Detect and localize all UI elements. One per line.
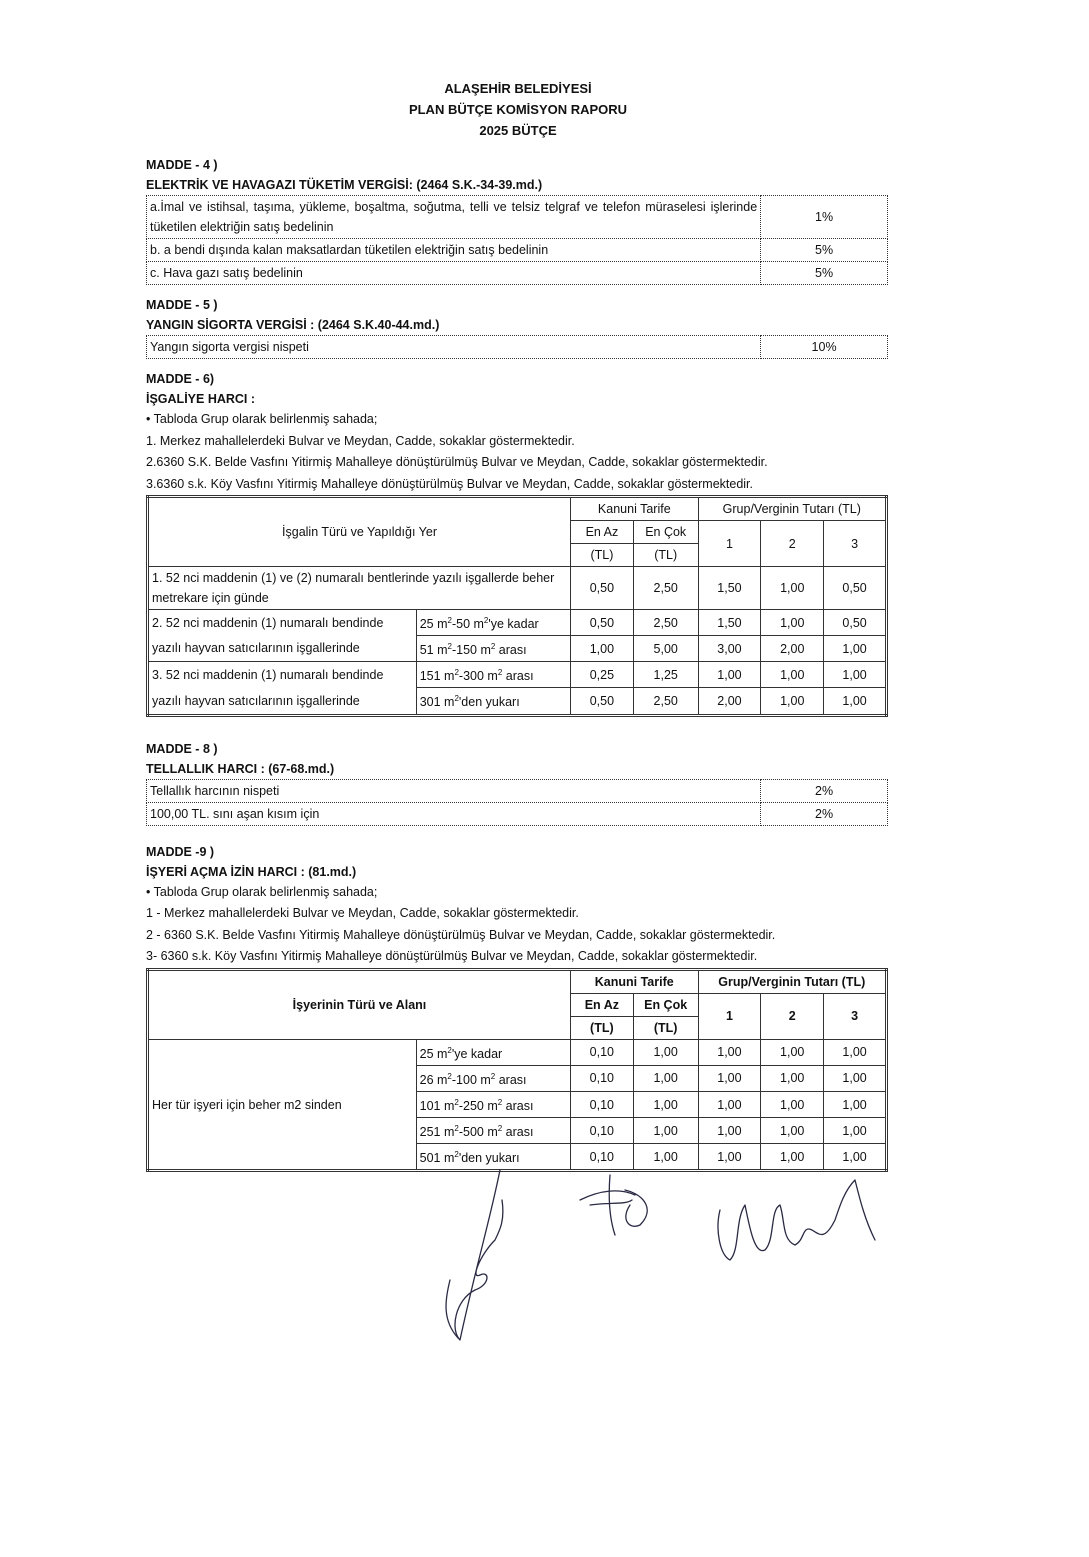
value-cell: 1,00 <box>824 662 887 688</box>
value-cell: 2,50 <box>633 610 698 636</box>
table-row <box>147 336 888 359</box>
value-cell: 2,50 <box>633 688 698 715</box>
tax-rate: 10% <box>761 336 888 359</box>
value-cell: 0,50 <box>571 610 634 636</box>
table-header-row <box>148 497 887 521</box>
value-cell: 1,00 <box>698 1144 761 1171</box>
signature-3 <box>718 1180 875 1260</box>
unit-label: (TL) <box>570 1016 633 1039</box>
madde-5-subtitle: YANGIN SİGORTA VERGİSİ : (2464 S.K.40-44.md.) <box>146 318 440 332</box>
tax-rate: 5% <box>761 262 888 285</box>
column-header-type: İşyerinin Türü ve Alanı <box>148 969 571 1039</box>
value-cell: 1,00 <box>824 636 887 662</box>
column-header-en-az: En Az <box>571 521 634 544</box>
signature-1 <box>455 1170 503 1340</box>
table-row <box>148 636 887 662</box>
report-title: PLAN BÜTÇE KOMİSYON RAPORU <box>408 102 628 117</box>
value-cell: 1,00 <box>824 1091 887 1117</box>
area-range: 151 $m^2-300$ $m^2$ arası <box>416 662 570 688</box>
value-cell: 1,00 <box>633 1065 698 1091</box>
table-row <box>147 802 888 825</box>
tax-rate: 5% <box>761 239 888 262</box>
value-cell: 1,00 <box>761 688 824 715</box>
table-row <box>147 262 888 285</box>
madde-6-subtitle: İŞGALİYE HARCI : <box>146 392 256 406</box>
value-cell: 0,25 <box>571 662 634 688</box>
municipality-name: ALAŞEHİR BELEDİYESİ <box>444 81 592 96</box>
value-cell: 0,10 <box>570 1039 633 1065</box>
madde-9-note: • Tabloda Grup olarak belirlenmiş sahada; <box>146 884 378 899</box>
row-label: yazılı hayvan satıcılarının işgallerinde <box>148 688 417 715</box>
value-cell: 1,00 <box>698 662 761 688</box>
madde-5-title: MADDE - 5 ) <box>146 298 218 312</box>
madde-4-subtitle: ELEKTRİK VE HAVAGAZI TÜKETİM VERGİSİ: (2464 S.K.-34-39.md.) <box>146 178 543 192</box>
row-label: 2. 52 nci maddenin (1) numaralı bendinde <box>148 610 417 636</box>
row-label: yazılı hayvan satıcılarının işgallerinde <box>148 636 417 662</box>
column-header-en-cok: En Çok <box>633 993 698 1016</box>
area-range: 25 $m^2-50$ $m^2'ye$ kadar <box>416 610 570 636</box>
area-range: 101 $m^2-250$ $m^2$ arası <box>416 1091 570 1117</box>
value-cell: 1,00 <box>761 662 824 688</box>
column-header-grup: Grup/Verginin Tutarı (TL) <box>698 969 886 993</box>
madde-9-title: MADDE -9 ) <box>146 844 215 859</box>
value-cell: 1,00 <box>761 567 824 610</box>
madde-6-note: 2.6360 S.K. Belde Vasfını Yitirmiş Mahalleye dönüştürülmüş Bulvar ve Meydan, Cadde, sokaklar göstermektedir. <box>146 455 768 469</box>
value-cell: 0,50 <box>824 567 887 610</box>
value-cell: 1,00 <box>698 1091 761 1117</box>
table-header-row <box>148 969 887 993</box>
value-cell: 1,00 <box>761 1039 824 1065</box>
madde-8-title: MADDE - 8 ) <box>146 741 218 756</box>
value-cell: 1,00 <box>761 1091 824 1117</box>
document-header <box>146 78 890 141</box>
value-cell: 1,00 <box>698 1118 761 1144</box>
value-cell: 1,00 <box>824 1118 887 1144</box>
tax-rate: 2% <box>761 779 888 802</box>
area-range: 51 $m^2-150$ $m^2$ arası <box>416 636 570 662</box>
column-header-group-1: 1 <box>698 521 761 567</box>
value-cell: 0,10 <box>570 1065 633 1091</box>
tax-item-text: Tellallık harcının nispeti <box>147 779 761 802</box>
value-cell: 0,10 <box>570 1144 633 1171</box>
isgaliye-table <box>146 495 888 717</box>
area-range: 501 $m^2'den$ yukarı <box>416 1144 570 1171</box>
table-row <box>148 1039 887 1065</box>
tax-item-text: Yangın sigorta vergisi nispeti <box>147 336 761 359</box>
column-header-kanuni: Kanuni Tarife <box>571 497 699 521</box>
value-cell: 2,50 <box>633 567 698 610</box>
table-row <box>148 610 887 636</box>
tax-item-text: 100,00 TL. sını aşan kısım için <box>147 802 761 825</box>
value-cell: 0,10 <box>570 1091 633 1117</box>
area-range: 26 $m^2-100$ $m^2$ arası <box>416 1065 570 1091</box>
value-cell: 1,00 <box>761 610 824 636</box>
column-header-group-2: 2 <box>761 993 824 1039</box>
column-header-kanuni: Kanuni Tarife <box>570 969 698 993</box>
area-range: 301 $m^2'den$ yukarı <box>416 688 570 715</box>
unit-label: (TL) <box>571 544 634 567</box>
value-cell: 1,00 <box>633 1144 698 1171</box>
column-header-grup: Grup/Verginin Tutarı (TL) <box>698 497 886 521</box>
value-cell: 0,50 <box>571 688 634 715</box>
column-header-group-3: 3 <box>824 521 887 567</box>
madde-6-note: 1. Merkez mahallelerdeki Bulvar ve Meydan, Cadde, sokaklar göstermektedir. <box>146 433 575 448</box>
madde-9-note: 3- 6360 s.k. Köy Vasfını Yitirmiş Mahalleye dönüştürülmüş Bulvar ve Meydan, Cadde, sokaklar göstermektedir. <box>146 949 758 964</box>
table-row <box>147 779 888 802</box>
unit-label: (TL) <box>633 1016 698 1039</box>
value-cell: 0,50 <box>571 567 634 610</box>
value-cell: 0,10 <box>570 1118 633 1144</box>
value-cell: 1,00 <box>633 1091 698 1117</box>
madde-6-note: 3.6360 s.k. Köy Vasfını Yitirmiş Mahalleye dönüştürülmüş Bulvar ve Meydan, Cadde, sokaklar göstermektedir. <box>146 476 754 491</box>
signature-1-stroke <box>446 1280 458 1338</box>
madde-4-table <box>146 195 888 285</box>
unit-label: (TL) <box>633 544 698 567</box>
value-cell: 1,00 <box>824 1039 887 1065</box>
value-cell: 1,50 <box>698 610 761 636</box>
value-cell: 1,00 <box>571 636 634 662</box>
tax-rate: 2% <box>761 802 888 825</box>
isyeri-acma-table <box>146 968 888 1173</box>
madde-8-table <box>146 779 888 826</box>
area-range: 25 $m^2'ye$ kadar <box>416 1039 570 1065</box>
value-cell: 1,00 <box>824 1144 887 1171</box>
madde-6-note: • Tabloda Grup olarak belirlenmiş sahada; <box>146 412 378 426</box>
value-cell: 1,00 <box>824 688 887 715</box>
signatures <box>420 1160 940 1360</box>
value-cell: 1,50 <box>698 567 761 610</box>
tax-item-text: b. a bendi dışında kalan maksatlardan tüketilen elektriğin satış bedelinin <box>147 239 761 262</box>
value-cell: 1,25 <box>633 662 698 688</box>
table-row <box>148 662 887 688</box>
column-header-group-2: 2 <box>761 521 824 567</box>
madde-8-subtitle: TELLALLIK HARCI : (67-68.md.) <box>146 761 335 776</box>
value-cell: 0,50 <box>824 610 887 636</box>
tax-item-text: c. Hava gazı satış bedelinin <box>147 262 761 285</box>
table-row <box>147 196 888 239</box>
row-label: 1. 52 nci maddenin (1) ve (2) numaralı bentlerinde yazılı işgallerde beher metrekare için günde <box>148 567 571 610</box>
table-row <box>148 567 887 610</box>
table-row <box>148 688 887 715</box>
value-cell: 1,00 <box>633 1118 698 1144</box>
madde-9-note: 1 - Merkez mahallelerdeki Bulvar ve Meydan, Cadde, sokaklar göstermektedir. <box>146 906 579 921</box>
table-row <box>147 239 888 262</box>
column-header-group-3: 3 <box>824 993 887 1039</box>
signature-2 <box>580 1175 647 1235</box>
value-cell: 1,00 <box>698 1039 761 1065</box>
document-page <box>146 78 890 1172</box>
tax-rate: 1% <box>761 196 888 239</box>
madde-5-table <box>146 335 888 359</box>
column-header-group-1: 1 <box>698 993 761 1039</box>
value-cell: 1,00 <box>633 1039 698 1065</box>
madde-6-title: MADDE - 6) <box>146 372 215 386</box>
column-header-en-cok: En Çok <box>633 521 698 544</box>
value-cell: 1,00 <box>824 1065 887 1091</box>
value-cell: 1,00 <box>761 1065 824 1091</box>
madde-9-note: 2 - 6360 S.K. Belde Vasfını Yitirmiş Mahalleye dönüştürülmüş Bulvar ve Meydan, Cadde, sokaklar göstermektedir. <box>146 927 776 942</box>
column-header-en-az: En Az <box>570 993 633 1016</box>
value-cell: 2,00 <box>761 636 824 662</box>
value-cell: 1,00 <box>761 1144 824 1171</box>
budget-year: 2025 BÜTÇE <box>479 123 557 138</box>
value-cell: 3,00 <box>698 636 761 662</box>
row-label: 3. 52 nci maddenin (1) numaralı bendinde <box>148 662 417 688</box>
madde-9-subtitle: İŞYERİ AÇMA İZİN HARCI : (81.md.) <box>146 864 357 879</box>
value-cell: 1,00 <box>698 1065 761 1091</box>
value-cell: 5,00 <box>633 636 698 662</box>
madde-4-title: MADDE - 4 ) <box>146 158 218 172</box>
column-header-type: İşgalin Türü ve Yapıldığı Yer <box>148 497 571 567</box>
row-label: Her tür işyeri için beher m2 sinden <box>148 1039 417 1171</box>
tax-item-text: a.İmal ve istihsal, taşıma, yükleme, boşaltma, soğutma, telli ve telsiz telgraf ve telefon müraselesi işlerinde tüketilen elektriğin satış bedelinin <box>147 196 761 239</box>
value-cell: 2,00 <box>698 688 761 715</box>
area-range: 251 $m^2-500$ $m^2$ arası <box>416 1118 570 1144</box>
value-cell: 1,00 <box>761 1118 824 1144</box>
